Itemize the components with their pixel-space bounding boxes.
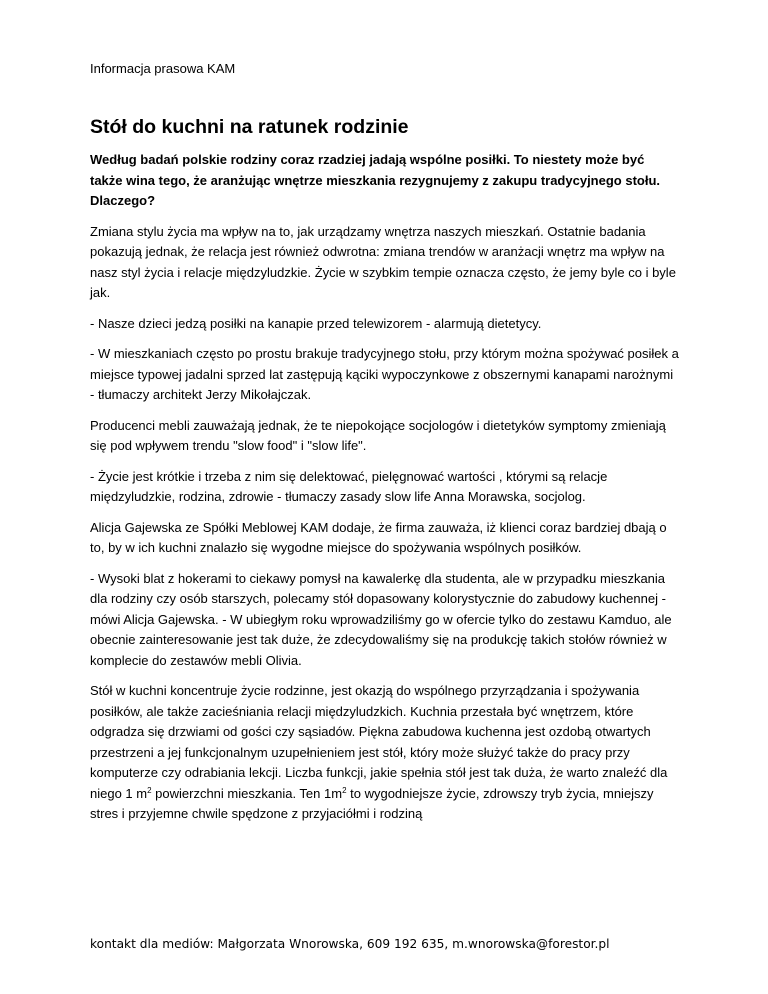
press-release-label: Informacja prasowa KAM [90,61,236,76]
paragraph-1: Zmiana stylu życia ma wpływ na to, jak urządzamy wnętrza naszych mieszkań. Ostatnie badania pokazują jednak, że relacja jest również odwrotna: zmiana trendów w aranżacji wnętrz ma wpływ na nasz styl życia i relacje międzyludzkie. Życie w szybkim tempie oznacza często, że jemy byle co i byle jak. [90,223,676,300]
article-lead: Według badań polskie rodziny coraz rzadziej jadają wspólne posiłki. To niestety może być także wina tego, że aranżując wnętrze mieszkania rezygnujemy z zakupu tradycyjnego stołu. Dlaczego? [90,152,661,208]
media-contact-footer: kontakt dla mediów: Małgorzata Wnorowska, 609 192 635, m.wnorowska@forestor.pl [90,937,610,951]
paragraph-5: - Życie jest krótkie i trzeba z nim się delektować, pielęgnować wartości , którymi są relacje międzyludzkie, rodzina, zdrowie - tłumaczy zasady slow life Anna Morawska, socjolog. [90,468,608,504]
paragraph-8-part-1: Stół w kuchni koncentruje życie rodzinne, jest okazją do wspólnego przyrządzania i spożywania posiłków, ale także zacieśniania relacji międzyludzkich. Kuchnia przestała być wnętrzem, które odgradza się drzwiami od gości czy sąsiadów. Piękna zabudowa kuchenna jest ozdobą otwartych przestrzeni a jej funkcjonalnym uzupełnieniem jest stół, który może służyć także do pracy przy komputerze czy odrabiania lekcji. Liczba funkcji, jakie spełnia stół jest tak duża, że warto znaleźć dla niego 1 m [90,683,668,801]
paragraph-7: - Wysoki blat z hokerami to ciekawy pomysł na kawalerkę dla studenta, ale w przypadku mieszkania dla rodziny czy osób starszych, polecamy stół dopasowany kolorystycznie do zabudowy kuchennej - mówi Alicja Gajewska. - W ubiegłym roku wprowadziliśmy go w ofercie tylko do zestawu Kamduo, ale obecnie zainteresowanie jest tak duże, że zdecydowaliśmy się na produkcję takich stołów również w komplecie do zestawów mebli Olivia. [90,570,672,668]
paragraph-8 [90,681,680,825]
article-title: Stół do kuchni na ratunek rodzinie [90,116,409,138]
paragraph-8-part-2: powierzchni mieszkania. Ten 1m [151,785,343,801]
superscript-1: 2 [147,785,152,795]
article-body [90,150,680,835]
paragraph-4: Producenci mebli zauważają jednak, że te niepokojące socjologów i dietetyków symptomy zmieniają się pod wpływem trendu "slow food" i "slow life". [90,417,666,453]
superscript-2: 2 [342,785,347,795]
paragraph-2: - Nasze dzieci jedzą posiłki na kanapie przed telewizorem - alarmują dietetycy. [90,315,542,331]
paragraph-8-part-3: to wygodniejsze życie, zdrowszy tryb życia, mniejszy stres i przyjemne chwile spędzone z przyjaciółmi i rodziną [90,785,654,821]
paragraph-3: - W mieszkaniach często po prostu brakuje tradycyjnego stołu, przy którym można spożywać posiłek a miejsce typowej jadalni sprzed lat zastępują kąciki wypoczynkowe z obszernymi kanapami narożnymi - tłumaczy architekt Jerzy Mikołajczak. [90,346,679,402]
paragraph-6: Alicja Gajewska ze Spółki Meblowej KAM dodaje, że firma zauważa, iż klienci coraz bardziej dbają o to, by w ich kuchni znalazło się wygodne miejsce do spożywania wspólnych posiłków. [90,519,667,555]
